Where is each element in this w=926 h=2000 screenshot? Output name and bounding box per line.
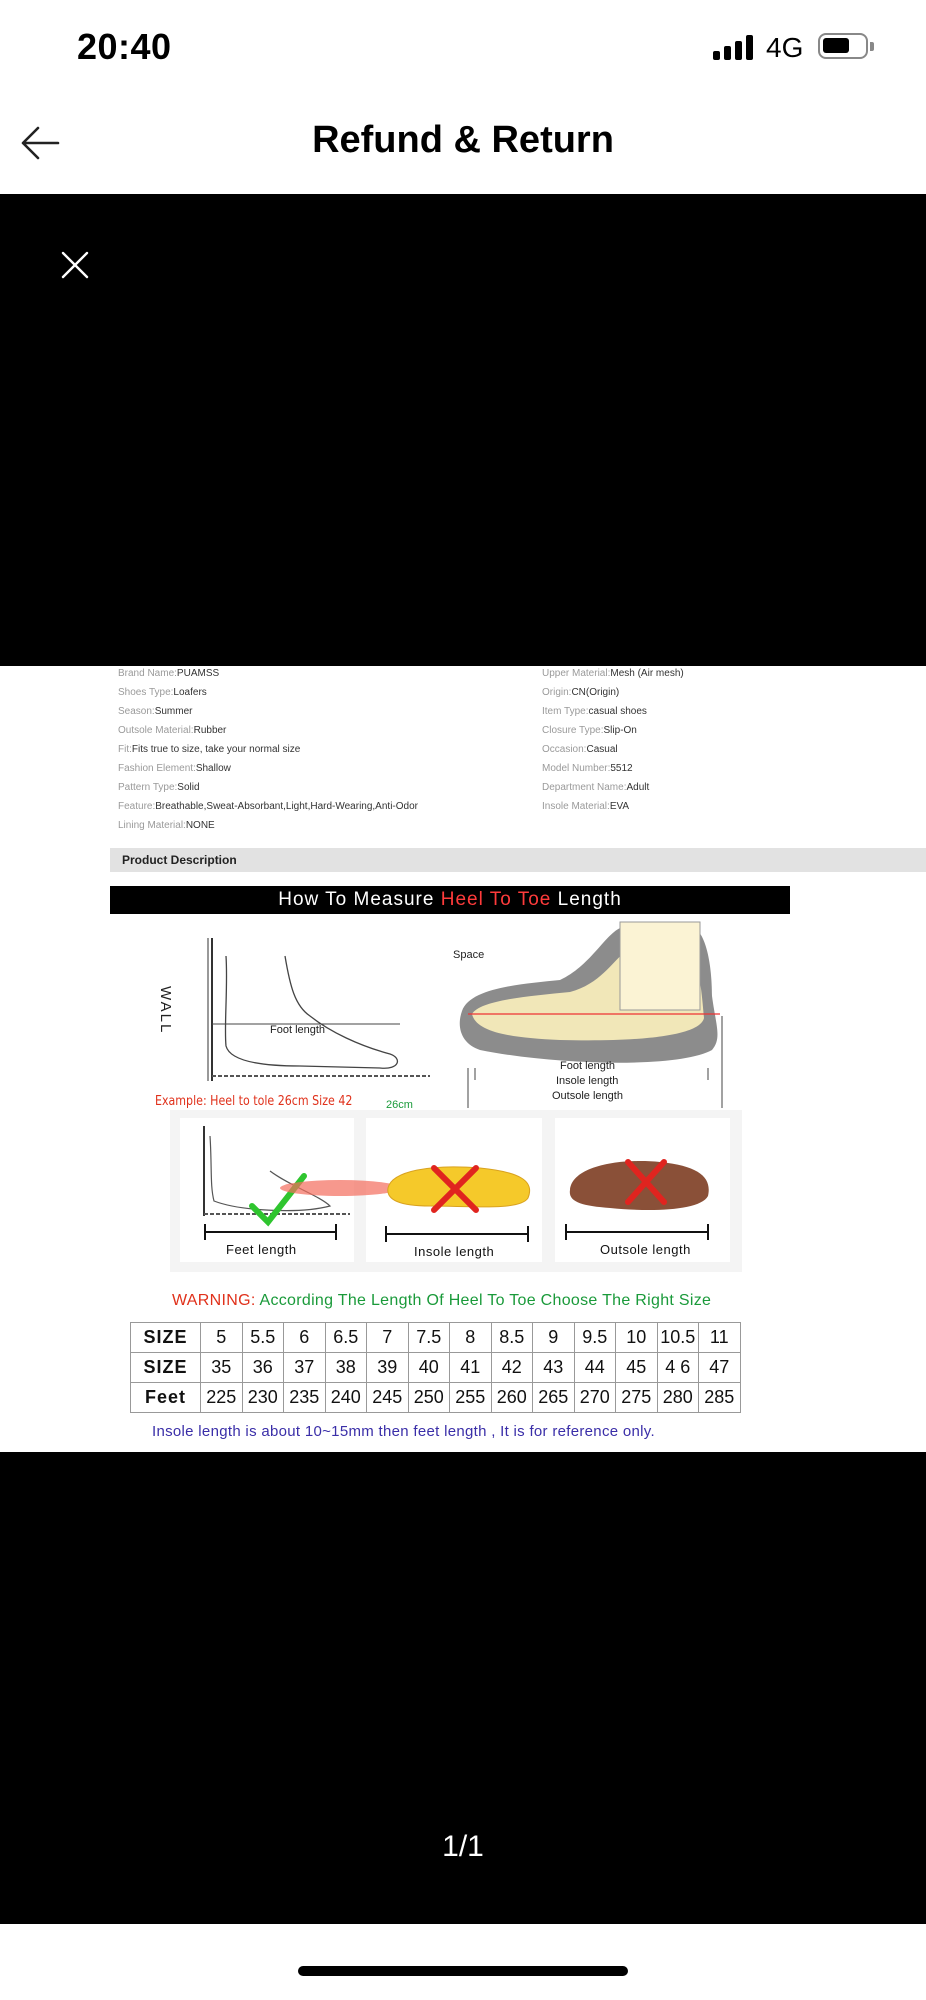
size-cell: 11 — [699, 1323, 741, 1353]
size-cell: 9.5 — [574, 1323, 616, 1353]
size-cell: 6 — [284, 1323, 326, 1353]
warning-message: According The Length Of Heel To Toe Choose The Right Size — [259, 1292, 712, 1309]
spec-key: Closure Type: — [542, 725, 604, 736]
size-row-header: SIZE — [131, 1353, 201, 1383]
size-cell: 47 — [699, 1353, 741, 1383]
product-detail-image[interactable] — [0, 666, 926, 1452]
example-cm: 26cm — [386, 1099, 413, 1111]
size-cell: 275 — [616, 1383, 658, 1413]
size-cell: 37 — [284, 1353, 326, 1383]
spec-value: Adult — [626, 782, 650, 793]
size-cell: 36 — [242, 1353, 284, 1383]
size-cell: 43 — [533, 1353, 575, 1383]
spec-key: Outsole Material: — [118, 725, 194, 736]
spec-key: Lining Material: — [118, 820, 186, 831]
product-description-label: Product Description — [122, 853, 237, 867]
spec-value: Rubber — [193, 725, 227, 736]
size-cell: 4 6 — [657, 1353, 699, 1383]
spec-value: PUAMSS — [176, 668, 220, 679]
spec-key: Season: — [118, 706, 155, 717]
banner-prefix: How To Measure — [278, 889, 441, 910]
size-row — [131, 1383, 741, 1413]
spec-value: CN(Origin) — [571, 687, 620, 698]
foot-length-caption: Foot length — [270, 1024, 326, 1036]
spec-key: Pattern Type: — [118, 782, 178, 793]
space-caption: Space — [453, 949, 485, 961]
spec-value: NONE — [185, 820, 215, 831]
size-row — [131, 1323, 741, 1353]
nav-bar — [0, 95, 926, 195]
size-cell: 45 — [616, 1353, 658, 1383]
size-cell: 240 — [325, 1383, 367, 1413]
size-cell: 41 — [450, 1353, 492, 1383]
banner-suffix: Length — [551, 889, 622, 910]
battery-icon — [818, 33, 868, 59]
wall-label: WALL — [157, 986, 174, 1035]
size-cell: 38 — [325, 1353, 367, 1383]
spec-value: casual shoes — [588, 706, 647, 717]
insole-length-label: Insole length — [414, 1244, 495, 1259]
spec-value: Casual — [586, 744, 618, 755]
banner-highlight: Heel To Toe — [440, 889, 552, 910]
size-cell: 8 — [450, 1323, 492, 1353]
foot-wall-illustration — [208, 938, 430, 1081]
spec-key: Fit: — [118, 744, 132, 755]
spec-value: Slip-On — [603, 725, 637, 736]
spec-key: Shoes Type: — [118, 687, 174, 698]
size-cell: 8.5 — [491, 1323, 533, 1353]
spec-value: Summer — [154, 706, 193, 717]
outsole-length-label: Outsole length — [600, 1242, 691, 1257]
size-cell: 265 — [533, 1383, 575, 1413]
size-cell: 270 — [574, 1383, 616, 1413]
spec-value: Loafers — [173, 687, 207, 698]
size-cell: 225 — [201, 1383, 243, 1413]
reference-note: Insole length is about 10~15mm then feet length , It is for reference only. — [152, 1423, 655, 1440]
page-title: Refund & Return — [312, 119, 614, 161]
spec-key: Insole Material: — [542, 801, 610, 812]
home-indicator — [298, 1966, 628, 1976]
size-cell: 39 — [367, 1353, 409, 1383]
size-row-header: Feet — [131, 1383, 201, 1413]
size-cell: 280 — [657, 1383, 699, 1413]
network-type: 4G — [766, 32, 804, 63]
spec-key: Upper Material: — [542, 668, 611, 679]
shoe-foot-length-caption: Foot length — [560, 1060, 616, 1072]
shoe-insole-length-caption: Insole length — [556, 1075, 619, 1087]
size-row — [131, 1353, 741, 1383]
size-cell: 10 — [616, 1323, 658, 1353]
size-cell: 35 — [201, 1353, 243, 1383]
size-cell: 40 — [408, 1353, 450, 1383]
shoe-outsole-length-caption: Outsole length — [552, 1090, 623, 1102]
size-cell: 6.5 — [325, 1323, 367, 1353]
size-cell: 10.5 — [657, 1323, 699, 1353]
spec-value: Shallow — [195, 763, 231, 774]
size-cell: 44 — [574, 1353, 616, 1383]
spec-key: Fashion Element: — [118, 763, 196, 774]
spec-key: Department Name: — [542, 782, 627, 793]
signal-icon — [713, 34, 755, 60]
size-cell: 42 — [491, 1353, 533, 1383]
page-indicator: 1/1 — [442, 1830, 484, 1863]
status-bar — [0, 0, 926, 95]
size-cell: 250 — [408, 1383, 450, 1413]
size-cell: 5 — [201, 1323, 243, 1353]
spec-key: Brand Name: — [118, 668, 177, 679]
size-row-header: SIZE — [131, 1323, 201, 1353]
size-cell: 245 — [367, 1383, 409, 1413]
spec-value: 5512 — [610, 763, 633, 774]
size-cell: 9 — [533, 1323, 575, 1353]
spec-key: Model Number: — [542, 763, 611, 774]
feet-length-label: Feet length — [226, 1242, 297, 1257]
size-cell: 7.5 — [408, 1323, 450, 1353]
size-cell: 5.5 — [242, 1323, 284, 1353]
spec-key: Item Type: — [542, 706, 589, 717]
size-table — [130, 1322, 741, 1413]
status-time: 20:40 — [77, 26, 172, 67]
size-cell: 260 — [491, 1383, 533, 1413]
viewer-backdrop-top[interactable] — [0, 194, 926, 666]
spec-value: EVA — [609, 801, 630, 812]
spec-key: Origin: — [542, 687, 572, 698]
size-cell: 235 — [284, 1383, 326, 1413]
spec-value: Fits true to size, take your normal size — [131, 744, 301, 755]
spec-value: Mesh (Air mesh) — [610, 668, 684, 679]
spec-key: Occasion: — [542, 744, 587, 755]
warning-label: WARNING: — [172, 1292, 256, 1309]
close-icon[interactable] — [60, 250, 90, 280]
spec-value: Breathable,Sweat-Absorbant,Light,Hard-Wearing,Anti-Odor — [155, 801, 418, 812]
warning-text — [172, 1292, 711, 1310]
spec-value: Solid — [177, 782, 200, 793]
example-text: Example: Heel to tole 26cm Size 42 — [155, 1094, 353, 1109]
spec-key: Feature: — [118, 801, 156, 812]
size-cell: 285 — [699, 1383, 741, 1413]
size-cell: 7 — [367, 1323, 409, 1353]
size-cell: 230 — [242, 1383, 284, 1413]
size-cell: 255 — [450, 1383, 492, 1413]
